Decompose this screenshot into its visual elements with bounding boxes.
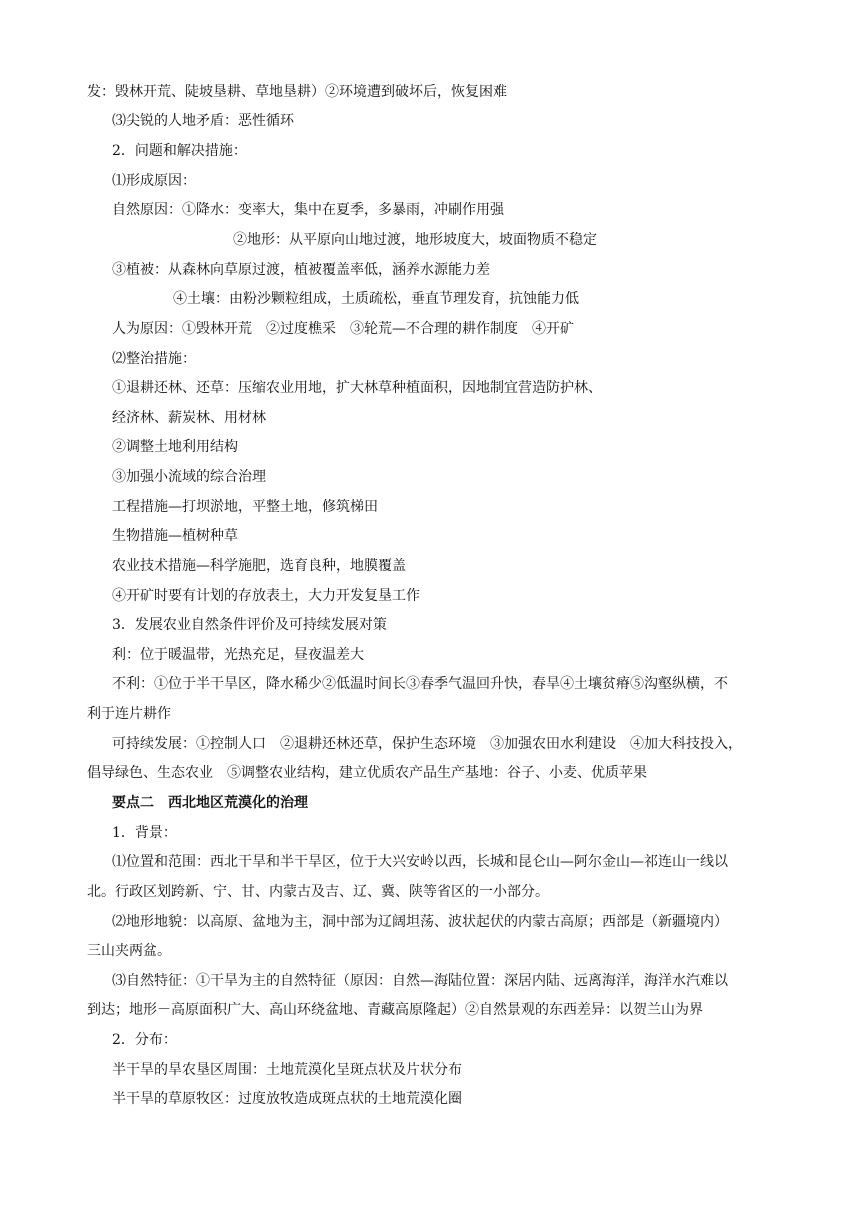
- text-line: 2．问题和解决措施：: [112, 143, 247, 159]
- text-line: 北。行政区划跨新、宁、甘、内蒙古及吉、辽、冀、陕等省区的一小部分。: [87, 884, 549, 900]
- text-line: ①退耕还林、还草：压缩农业用地，扩大林草种植面积，因地制宜营造防护林、: [112, 380, 602, 396]
- text-line: ②调整土地利用结构: [112, 439, 238, 455]
- text-line: ⑵整治措施：: [112, 351, 196, 367]
- text-line: 可持续发展：①控制人口 ②退耕还林还草，保护生态环境 ③加强农田水利建设 ④加大科技投入，: [112, 736, 742, 752]
- text-line: 半干旱的旱农垦区周围：土地荒漠化呈斑点状及片状分布: [112, 1062, 462, 1078]
- text-line: 利于连片耕作: [87, 706, 171, 722]
- text-line: ④开矿时要有计划的存放表土，大力开发复垦工作: [112, 588, 420, 604]
- text-line: 三山夹两盆。: [87, 943, 171, 959]
- text-line: ⑴形成原因：: [112, 173, 196, 189]
- text-line: 到达；地形－高原面积广大、高山环绕盆地、青藏高原隆起）②自然景观的东西差异：以贺兰山为界: [87, 1002, 703, 1018]
- text-line: 农业技术措施—科学施肥，选育良种，地膜覆盖: [112, 558, 406, 574]
- text-line: 自然原因：①降水：变率大，集中在夏季，多暴雨，冲刷作用强: [112, 202, 504, 218]
- text-line: ⑵地形地貌：以高原、盆地为主，洞中部为辽阔坦荡、波状起伏的内蒙古高原；西部是（新疆境内）: [112, 914, 728, 930]
- text-line: 2．分布：: [112, 1032, 177, 1048]
- text-line: 半干旱的草原牧区：过度放牧造成斑点状的土地荒漠化圈: [112, 1091, 462, 1107]
- text-line: 1．背景：: [112, 825, 177, 841]
- text-line: ⑶尖锐的人地矛盾：恶性循环: [112, 113, 294, 129]
- text-line: ④土壤：由粉沙颗粒组成，土质疏松，垂直节理发育，抗蚀能力低: [173, 291, 579, 307]
- text-line: ②地形：从平原向山地过渡，地形坡度大，坡面物质不稳定: [233, 232, 597, 248]
- text-line: 工程措施—打坝淤地，平整土地，修筑梯田: [112, 499, 378, 515]
- text-line: ③植被：从森林向草原过渡，植被覆盖率低，涵养水源能力差: [112, 262, 490, 278]
- text-line: 3．发展农业自然条件评价及可持续发展对策: [112, 617, 387, 633]
- text-line: 倡导绿色、生态农业 ⑤调整农业结构，建立优质农产品生产基地：谷子、小麦、优质苹果: [87, 765, 647, 781]
- section-heading: 要点二 西北地区荒漠化的治理: [112, 795, 308, 811]
- text-line: 利：位于暖温带，光热充足，昼夜温差大: [112, 647, 364, 663]
- text-line: ⑴位置和范围：西北干旱和半干旱区，位于大兴安岭以西，长城和昆仑山—阿尔金山—祁连山一线以: [112, 854, 728, 870]
- text-line: ③加强小流域的综合治理: [112, 469, 266, 485]
- text-line: 人为原因：①毁林开荒 ②过度樵采 ③轮荒—不合理的耕作制度 ④开矿: [112, 321, 574, 337]
- text-line: 不利：①位于半干旱区，降水稀少②低温时间长③春季气温回升快，春旱④土壤贫瘠⑤沟壑纵横，不: [112, 676, 728, 692]
- text-line: ⑶自然特征：①干旱为主的自然特征（原因：自然—海陆位置：深居内陆、远离海洋，海洋水汽难以: [112, 973, 728, 989]
- text-line: 生物措施—植树种草: [112, 528, 238, 544]
- text-line: 经济林、薪炭林、用材林: [112, 410, 266, 426]
- text-line: 发：毁林开荒、陡坡垦耕、草地垦耕）②环境遭到破坏后，恢复困难: [87, 84, 507, 100]
